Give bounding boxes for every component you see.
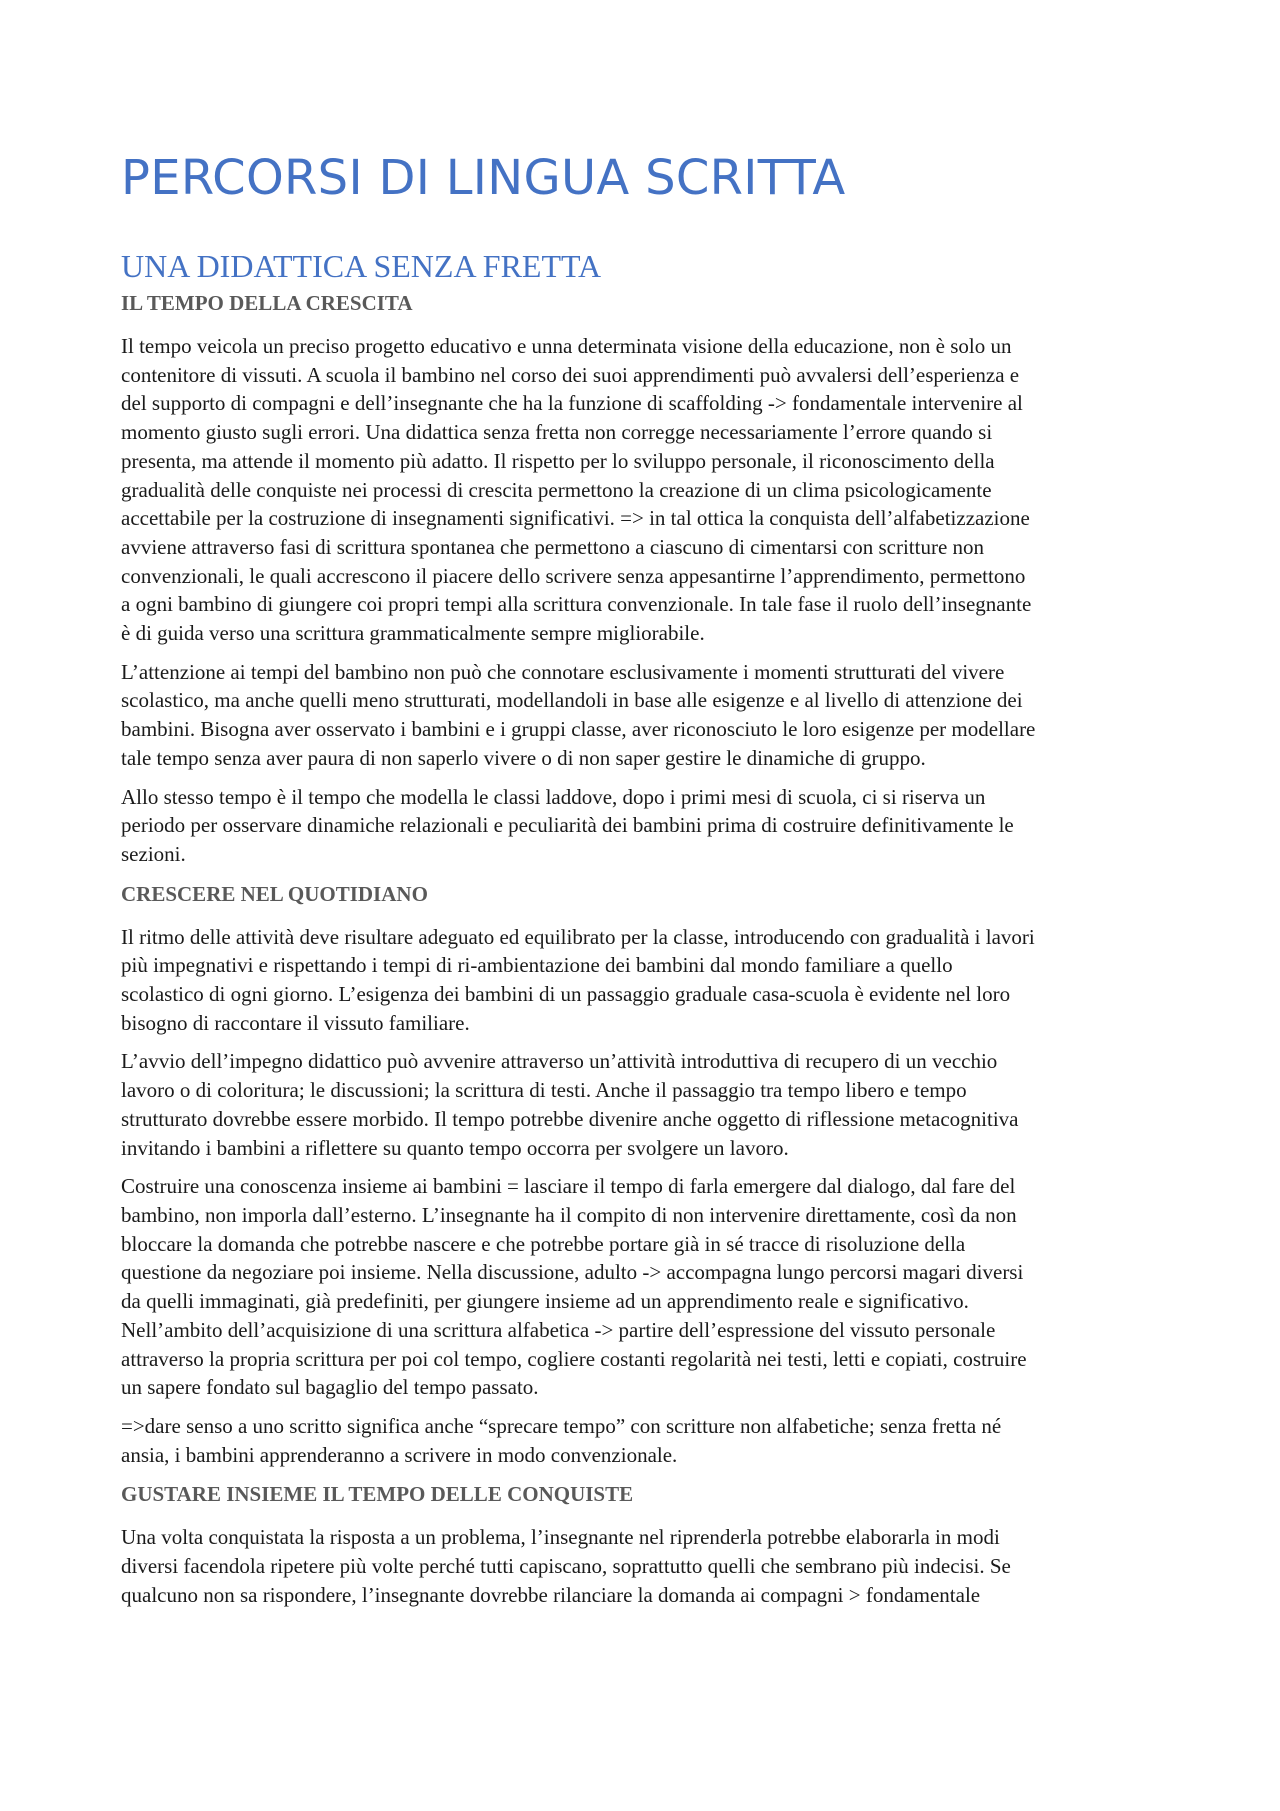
paragraph-line: del supporto di compagni e dell’insegnante che ha la funzione di scaffolding -> fondamentale intervenire al bbox=[121, 391, 1023, 416]
paragraph-line: questione da negoziare poi insieme. Nella discussione, adulto -> accompagna lungo percorsi magari diversi bbox=[121, 1260, 1024, 1285]
paragraph-line: ansia, i bambini apprenderanno a scrivere in modo convenzionale. bbox=[121, 1442, 678, 1467]
paragraph-line: Allo stesso tempo è il tempo che modella le classi laddove, dopo i primi mesi di scuola, ci si riserva un bbox=[121, 784, 986, 809]
paragraph-line: sezioni. bbox=[121, 841, 186, 866]
paragraph-line: bambini. Bisogna aver osservato i bambini e i gruppi classe, aver riconosciuto le loro esigenze per modellare bbox=[121, 717, 1036, 742]
body-paragraph bbox=[121, 1047, 1161, 1162]
paragraph-line: contenitore di vissuti. A scuola il bambino nel corso dei suoi apprendimenti può avvalersi dell’esperienza e bbox=[121, 362, 1020, 387]
body-paragraph bbox=[121, 923, 1161, 1038]
paragraph-line: presenta, ma attende il momento più adatto. Il rispetto per lo sviluppo personale, il riconoscimento della bbox=[121, 448, 995, 473]
paragraph-line: bambino, non imporla dall’esterno. L’insegnante ha il compito di non intervenire direttamente, così da non bbox=[121, 1202, 1017, 1227]
body-paragraph bbox=[121, 1172, 1161, 1402]
document-title: PERCORSI DI LINGUA SCRITTA bbox=[121, 150, 846, 206]
subsection-heading: GUSTARE INSIEME IL TEMPO DELLE CONQUISTE bbox=[121, 1482, 634, 1507]
body-paragraph bbox=[121, 1412, 1161, 1469]
paragraph-line: lavoro o di coloritura; le discussioni; la scrittura di testi. Anche il passaggio tra tempo libero e tempo bbox=[121, 1078, 967, 1103]
paragraph-line: gradualità delle conquiste nei processi di crescita permettono la creazione di un clima psicologicamente bbox=[121, 477, 992, 502]
body-paragraph bbox=[121, 332, 1161, 648]
paragraph-line: Nell’ambito dell’acquisizione di una scrittura alfabetica -> partire dell’espressione del vissuto personale bbox=[121, 1317, 996, 1342]
paragraph-line: Il ritmo delle attività deve risultare adeguato ed equilibrato per la classe, introducendo con gradualità i lavori bbox=[121, 924, 1035, 949]
paragraph-line: =>dare senso a uno scritto significa anche “sprecare tempo” con scritture non alfabetiche; senza fretta né bbox=[121, 1413, 1002, 1438]
paragraph-line: più impegnativi e rispettando i tempi di ri-ambientazione dei bambini dal mondo familiare a quello bbox=[121, 953, 953, 978]
paragraph-line: bloccare la domanda che potrebbe nascere e che potrebbe portare già in sé tracce di risoluzione della bbox=[121, 1231, 966, 1256]
paragraph-line: a ogni bambino di giungere coi propri tempi alla scrittura convenzionale. In tale fase il ruolo dell’insegnante bbox=[121, 592, 1032, 617]
paragraph-line: momento giusto sugli errori. Una didattica senza fretta non corregge necessariamente l’errore quando si bbox=[121, 420, 993, 445]
paragraph-line: attraverso la propria scrittura per poi col tempo, cogliere costanti regolarità nei testi, letti e copiati, costruire bbox=[121, 1346, 1027, 1371]
paragraph-line: è di guida verso una scrittura grammaticalmente sempre migliorabile. bbox=[121, 621, 705, 646]
paragraph-line: accettabile per la costruzione di insegnamenti significativi. => in tal ottica la conquista dell’alfabetizzazione bbox=[121, 506, 1030, 531]
document-content bbox=[121, 150, 1161, 1619]
paragraph-line: tale tempo senza aver paura di non saperlo vivere o di non saper gestire le dinamiche di gruppo. bbox=[121, 745, 926, 770]
paragraph-line: bisogno di raccontare il vissuto familiare. bbox=[121, 1010, 470, 1035]
paragraph-line: un sapere fondato sul bagaglio del tempo passato. bbox=[121, 1375, 539, 1400]
paragraph-line: Costruire una conoscenza insieme ai bambini = lasciare il tempo di farla emergere dal dialogo, dal fare del bbox=[121, 1174, 1016, 1199]
paragraph-line: strutturato dovrebbe essere morbido. Il tempo potrebbe divenire anche oggetto di riflessione metacognitiva bbox=[121, 1106, 1019, 1131]
paragraph-line: L’attenzione ai tempi del bambino non può che connotare esclusivamente i momenti strutturati del vivere bbox=[121, 659, 1005, 684]
paragraph-line: qualcuno non sa rispondere, l’insegnante dovrebbe rilanciare la domanda ai compagni > fondamentale bbox=[121, 1582, 981, 1607]
paragraph-line: invitando i bambini a riflettere su quanto tempo occorra per svolgere un lavoro. bbox=[121, 1135, 789, 1160]
body-paragraph bbox=[121, 1523, 1161, 1609]
body-paragraph bbox=[121, 658, 1161, 773]
paragraph-line: scolastico di ogni giorno. L’esigenza dei bambini di un passaggio graduale casa-scuola è evidente nel loro bbox=[121, 982, 1011, 1007]
section-title: UNA DIDATTICA SENZA FRETTA bbox=[121, 248, 602, 284]
paragraph-line: da quelli immaginati, già predefiniti, per giungere insieme ad un apprendimento reale e significativo. bbox=[121, 1289, 969, 1314]
subsections bbox=[121, 288, 1161, 1609]
paragraph-line: scolastico, ma anche quelli meno strutturati, modellandoli in base alle esigenze e al livello di attenzione dei bbox=[121, 688, 1023, 713]
paragraph-line: L’avvio dell’impegno didattico può avvenire attraverso un’attività introduttiva di recupero di un vecchio bbox=[121, 1049, 998, 1074]
paragraph-line: convenzionali, le quali accrescono il piacere dello scrivere senza appesantirne l’apprendimento, permettono bbox=[121, 563, 1026, 588]
paragraph-line: diversi facendola ripetere più volte perché tutti capiscano, soprattutto quelli che sembrano più indecisi. Se bbox=[121, 1554, 1011, 1579]
paragraph-line: Il tempo veicola un preciso progetto educativo e unna determinata visione della educazione, non è solo un bbox=[121, 334, 1012, 358]
body-paragraph bbox=[121, 783, 1161, 869]
paragraph-line: Una volta conquistata la risposta a un problema, l’insegnante nel riprenderla potrebbe elaborarla in modi bbox=[121, 1525, 1000, 1550]
subsection-heading: IL TEMPO DELLA CRESCITA bbox=[121, 291, 413, 315]
subsection-heading: CRESCERE NEL QUOTIDIANO bbox=[121, 881, 428, 906]
paragraph-line: avviene attraverso fasi di scrittura spontanea che permettono a ciascuno di cimentarsi con scritture non bbox=[121, 534, 985, 559]
paragraph-line: periodo per osservare dinamiche relazionali e peculiarità dei bambini prima di costruire definitivamente le bbox=[121, 813, 1014, 838]
